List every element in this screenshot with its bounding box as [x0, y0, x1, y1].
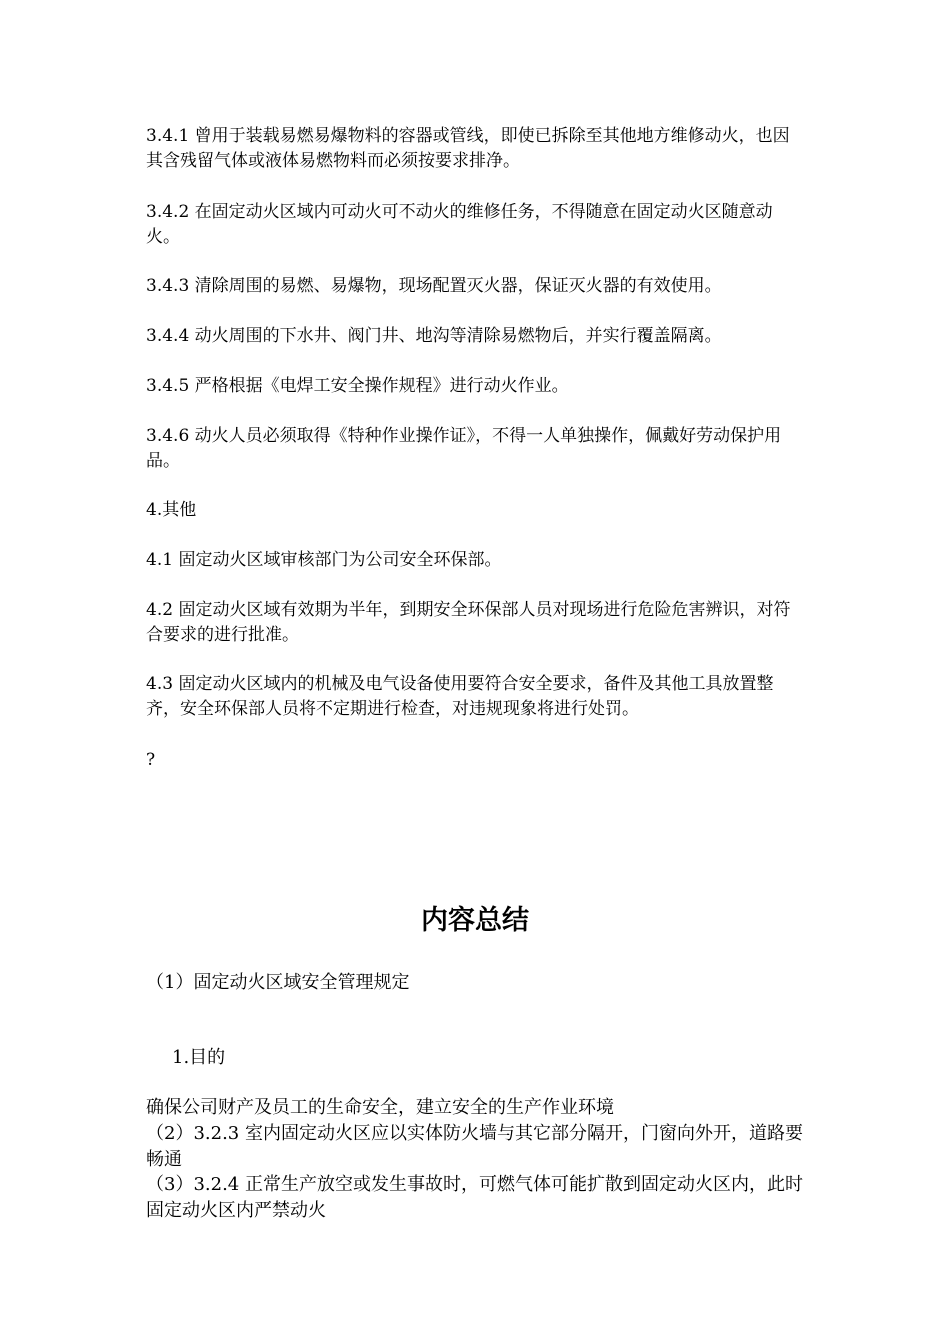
summary-title: 内容总结 — [421, 905, 529, 936]
rule-4-2: 4.2 固定动火区域有效期为半年，到期安全环保部人员对现场进行危险危害辨识，对符合要求的进行批准。 — [146, 600, 791, 645]
purpose-heading: 1.目的 — [172, 1047, 226, 1068]
rule-3-4-1: 3.4.1 曾用于装载易燃易爆物料的容器或管线，即使已拆除至其他地方维修动火，也因其含残留气体或液体易燃物料而必须按要求排净。 — [146, 126, 790, 171]
rule-3-4-4: 3.4.4 动火周围的下水井、阀门井、地沟等清除易燃物后，并实行覆盖隔离。 — [146, 326, 722, 346]
rule-4-1: 4.1 固定动火区域审核部门为公司安全环保部。 — [146, 550, 502, 570]
rule-4-3: 4.3 固定动火区域内的机械及电气设备使用要符合安全要求，备件及其他工具放置整齐，安全环保部人员将不定期进行检查，对违规现象将进行处罚。 — [146, 674, 774, 719]
summary-item-3: （3）3.2.4 正常生产放空或发生事故时，可燃气体可能扩散到固定动火区内，此时固定动火区内严禁动火 — [146, 1174, 803, 1221]
summary-purpose: 确保公司财产及员工的生命安全，建立安全的生产作业环境 — [146, 1097, 614, 1118]
placeholder-mark: ? — [146, 750, 156, 770]
rule-3-4-3: 3.4.3 清除周围的易燃、易爆物，现场配置灭火器，保证灭火器的有效使用。 — [146, 276, 722, 296]
rule-3-4-5: 3.4.5 严格根据《电焊工安全操作规程》进行动火作业。 — [146, 376, 569, 396]
summary-item-1: （1）固定动火区域安全管理规定 — [146, 972, 410, 993]
rule-3-4-2: 3.4.2 在固定动火区域内可动火可不动火的维修任务，不得随意在固定动火区随意动火。 — [146, 202, 773, 247]
section-4-heading: 4.其他 — [146, 500, 197, 520]
summary-item-2: （2）3.2.3 室内固定动火区应以实体防火墙与其它部分隔开，门窗向外开，道路要畅通 — [146, 1123, 803, 1170]
rule-3-4-6: 3.4.6 动火人员必须取得《特种作业操作证》，不得一人单独操作，佩戴好劳动保护用品。 — [146, 426, 782, 471]
